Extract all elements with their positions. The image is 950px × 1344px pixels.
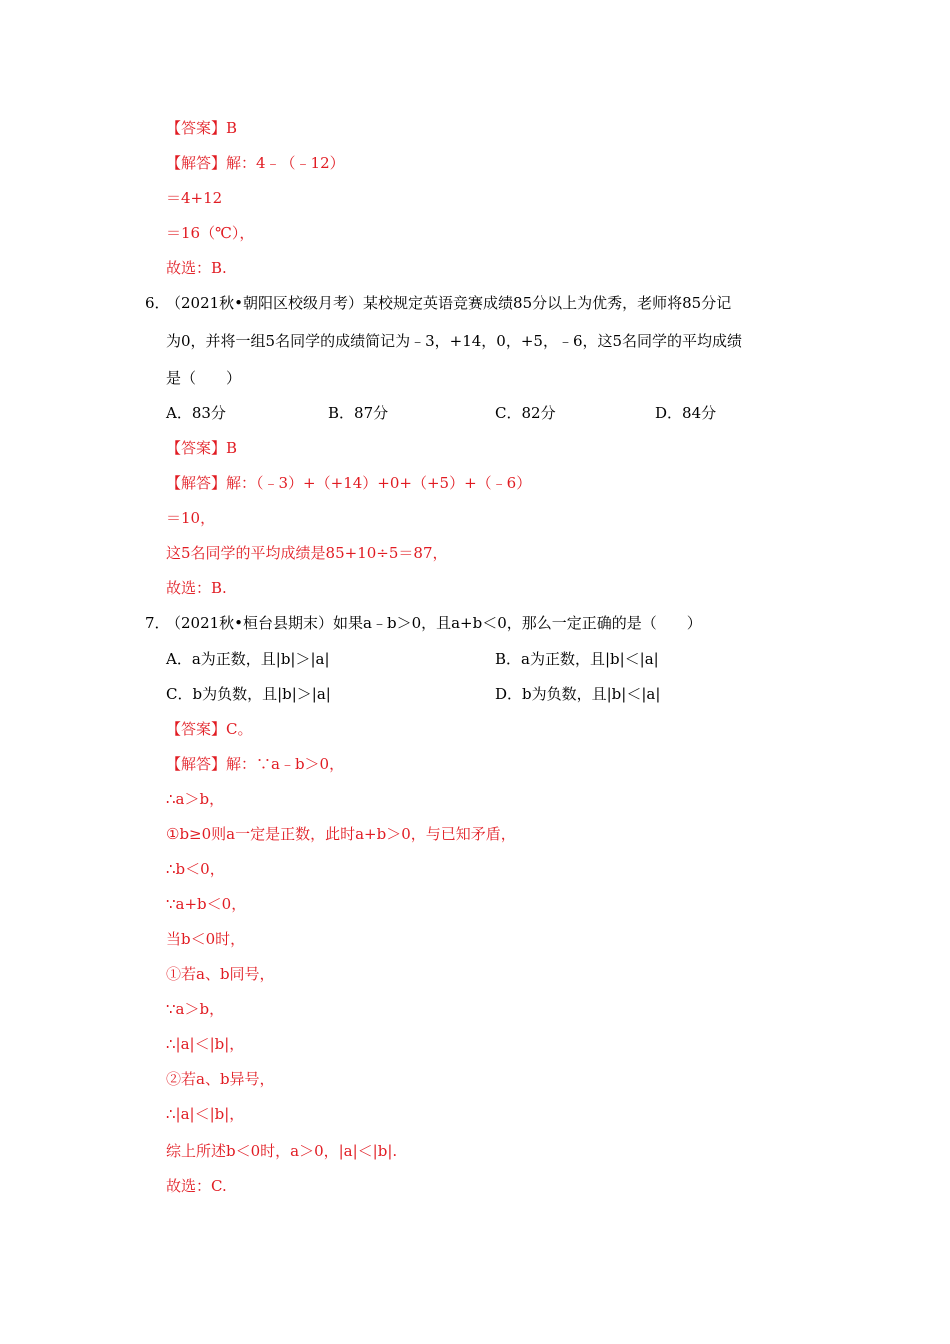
q6-solution-line-2: ＝10， xyxy=(166,509,216,527)
q6-option-c: C．82分 xyxy=(495,404,556,422)
q7-solution-line-13: 故选：C. xyxy=(166,1177,227,1195)
q7-solution-line-4: ∴b＜0， xyxy=(166,860,225,878)
q7-solution-text-1: 解：∵a﹣b＞0， xyxy=(226,755,345,773)
q6-solution-line-1 xyxy=(166,473,531,493)
q7-solution-line-7: ①若a、b同号， xyxy=(166,965,275,983)
q7-solution-line-6: 当b＜0时， xyxy=(166,930,246,948)
q6-stem-line-3: 是（ ） xyxy=(166,369,242,387)
q7-solution-line-12: 综上所述b＜0时，a＞0，|a|＜|b|. xyxy=(166,1142,398,1160)
q6-option-d: D．84分 xyxy=(655,404,717,422)
q6-answer-label: 【答案】 xyxy=(166,439,227,457)
q5-answer-value: B xyxy=(226,119,238,137)
q7-solution-line-10: ②若a、b异号， xyxy=(166,1070,275,1088)
q7-solution-label: 【解答】 xyxy=(166,755,227,773)
q7-option-b: B．a为正数，且|b|＜|a| xyxy=(495,650,659,668)
q6-option-a: A．83分 xyxy=(166,404,226,422)
q6-solution-label: 【解答】 xyxy=(166,474,227,492)
q5-solution-line-3: ＝16（℃）， xyxy=(166,224,255,242)
q7-answer-label: 【答案】 xyxy=(166,720,227,738)
q5-solution-line-4: 故选：B. xyxy=(166,259,227,277)
q7-option-d: D．b为负数，且|b|＜|a| xyxy=(495,685,661,703)
q5-solution-line-2: ＝4+12 xyxy=(166,189,223,207)
q6-stem-line-1: （2021秋•朝阳区校级月考）某校规定英语竞赛成绩85分以上为优秀，老师将85分记 xyxy=(166,294,732,312)
q7-option-a: A．a为正数，且|b|＞|a| xyxy=(166,650,330,668)
q7-solution-line-2: ∴a＞b， xyxy=(166,790,225,808)
q6-answer-line xyxy=(166,438,237,458)
q7-answer-line xyxy=(166,719,253,739)
q7-solution-line-5: ∵a+b＜0， xyxy=(166,895,247,913)
q7-solution-line-9: ∴|a|＜|b|， xyxy=(166,1035,245,1053)
q7-answer-value: C。 xyxy=(226,720,253,738)
q6-solution-line-4: 故选：B. xyxy=(166,579,227,597)
q6-option-b: B．87分 xyxy=(328,404,389,422)
q6-solution-line-3: 这5名同学的平均成绩是85+10÷5＝87， xyxy=(166,544,448,562)
q7-solution-line-8: ∵a＞b， xyxy=(166,1000,225,1018)
q6-solution-text-1: 解：（﹣3）+（+14）+0+（+5）+（﹣6） xyxy=(226,474,532,492)
q5-solution-text-1: 解：4﹣（﹣12） xyxy=(226,154,345,172)
q7-solution-line-11: ∴|a|＜|b|， xyxy=(166,1105,245,1123)
q5-answer-line xyxy=(166,118,237,138)
q5-solution-label: 【解答】 xyxy=(166,154,227,172)
q7-number: 7． xyxy=(145,614,170,632)
q5-solution-line-1 xyxy=(166,153,345,173)
q6-number: 6． xyxy=(145,294,170,312)
q6-answer-value: B xyxy=(226,439,238,457)
q6-stem-line-2: 为0，并将一组5名同学的成绩简记为﹣3，+14，0，+5，﹣6，这5名同学的平均成绩 xyxy=(166,332,743,350)
q7-solution-line-1 xyxy=(166,754,344,774)
q5-answer-label: 【答案】 xyxy=(166,119,227,137)
q7-solution-line-3: ①b≥0则a一定是正数，此时a+b＞0，与已知矛盾， xyxy=(166,825,516,843)
q7-option-c: C．b为负数，且|b|＞|a| xyxy=(166,685,331,703)
q7-stem: （2021秋•桓台县期末）如果a﹣b＞0，且a+b＜0，那么一定正确的是（ ） xyxy=(166,614,702,632)
